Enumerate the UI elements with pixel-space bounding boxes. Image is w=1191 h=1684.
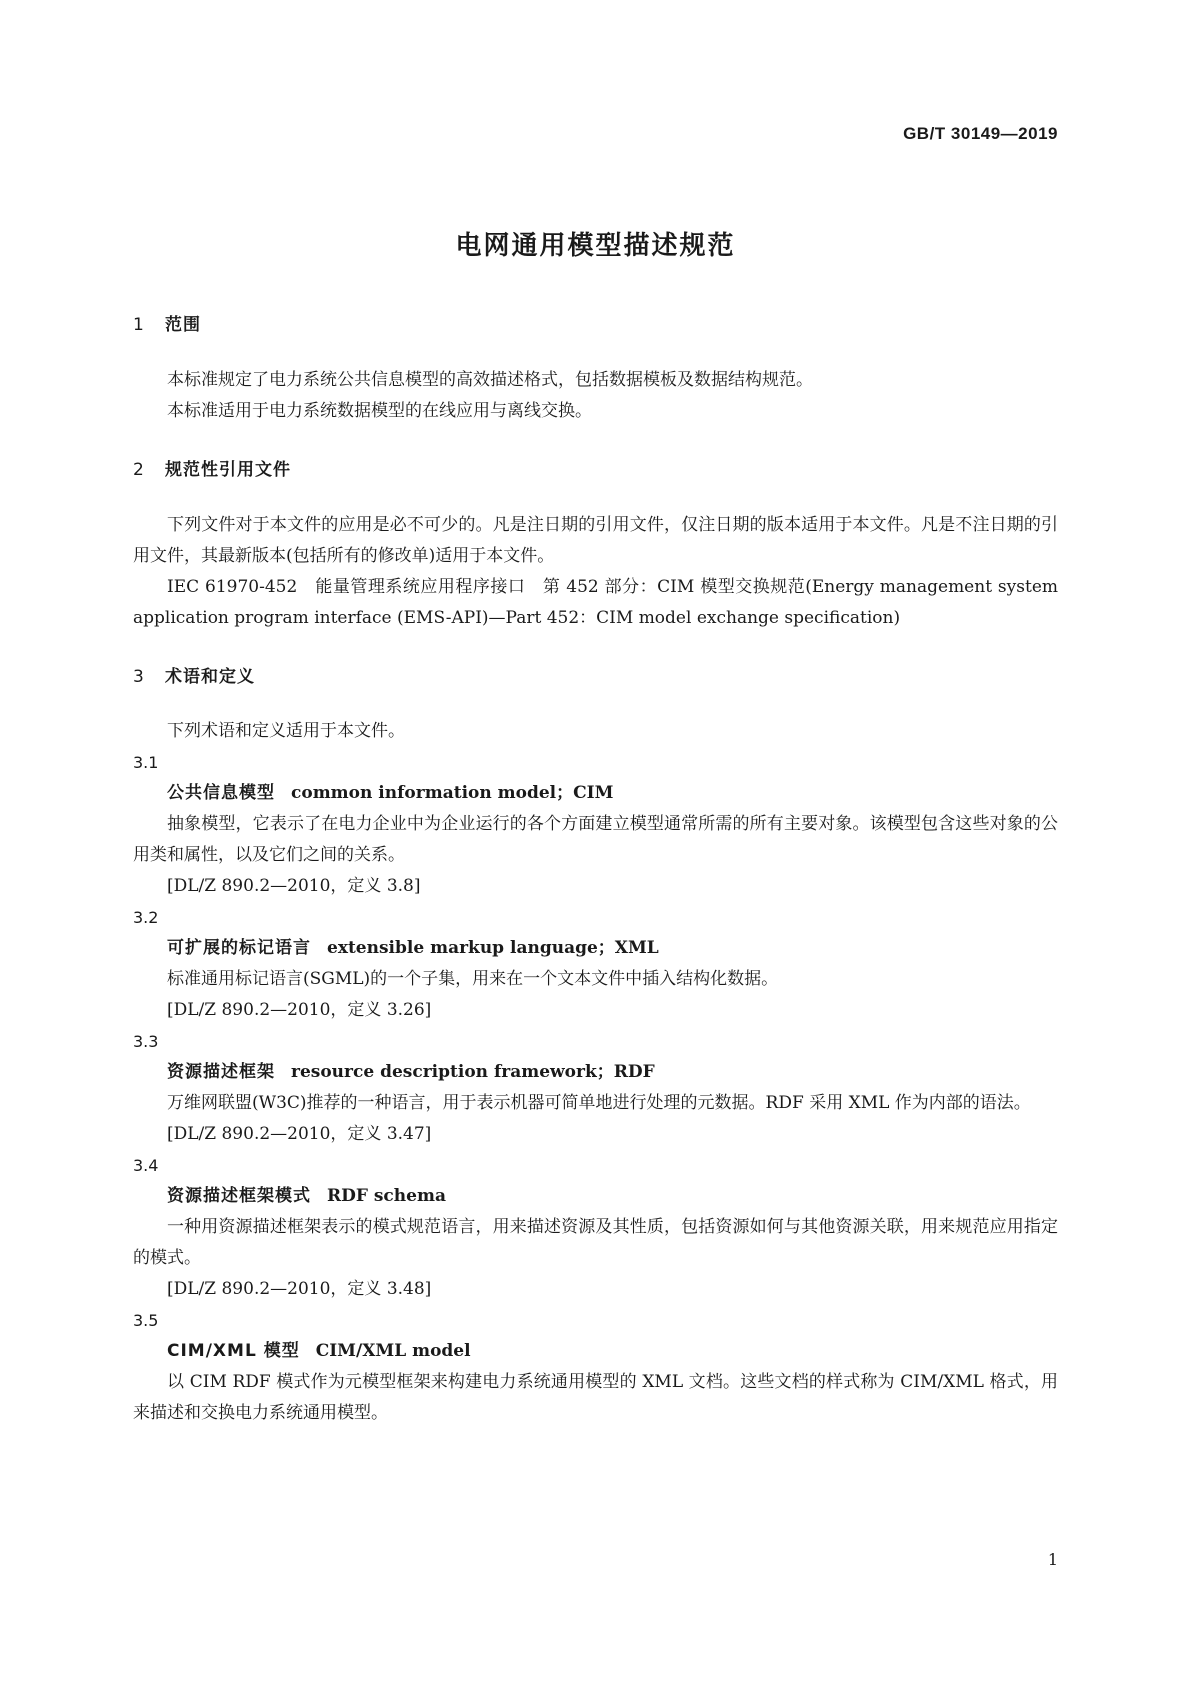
term-definition: 标准通用标记语言(SGML)的一个子集，用来在一个文本文件中插入结构化数据。 xyxy=(167,969,779,989)
term-definition: 万维网联盟(W3C)推荐的一种语言，用于表示机器可简单地进行处理的元数据。RDF 采用 XML 作为内部的语法。 xyxy=(167,1093,1031,1113)
term-name-zh: 可扩展的标记语言 xyxy=(167,938,311,958)
term-name-en: extensible markup language；XML xyxy=(327,938,659,958)
paragraph: 本标准适用于电力系统数据模型的在线应用与离线交换。 xyxy=(167,401,592,421)
term-name xyxy=(133,778,1058,809)
section-3-body xyxy=(133,716,1058,1429)
section-number: 3 xyxy=(133,667,145,687)
standard-code: GB/T 30149—2019 xyxy=(903,124,1058,143)
term-name-zh: 公共信息模型 xyxy=(167,783,275,803)
section-1-heading xyxy=(133,310,201,335)
term-name xyxy=(133,1057,1058,1088)
section-2-body xyxy=(133,510,1058,634)
term-definition: 抽象模型，它表示了在电力企业中为企业运行的各个方面建立模型通常所需的所有主要对象。该模型包含这些对象的公用类和属性，以及它们之间的关系。 xyxy=(133,814,1058,865)
term-name xyxy=(133,933,1058,964)
term-source: [DL/Z 890.2—2010，定义 3.48] xyxy=(167,1279,432,1299)
term-number: 3.4 xyxy=(133,1156,159,1175)
term-name-zh: CIM/XML 模型 xyxy=(167,1341,300,1361)
term-name-en: RDF schema xyxy=(327,1186,446,1206)
section-title: 范围 xyxy=(165,315,201,335)
normative-reference: IEC 61970-452 能量管理系统应用程序接口 第 452 部分：CIM 模型交换规范(Energy management system application program interface (EMS-API)—Part 452：CIM model exchange specification) xyxy=(133,577,1058,628)
section-number: 2 xyxy=(133,460,145,480)
section-1-body xyxy=(133,365,1058,427)
section-title: 术语和定义 xyxy=(165,667,255,687)
section-title: 规范性引用文件 xyxy=(165,460,291,480)
section-2-heading xyxy=(133,455,291,480)
page-number: 1 xyxy=(1047,1550,1058,1569)
term-number: 3.1 xyxy=(133,753,159,772)
term-name-zh: 资源描述框架模式 xyxy=(167,1186,311,1206)
term-name-en: resource description framework；RDF xyxy=(291,1062,655,1082)
term-source: [DL/Z 890.2—2010，定义 3.26] xyxy=(167,1000,432,1020)
section-number: 1 xyxy=(133,315,145,335)
term-source: [DL/Z 890.2—2010，定义 3.8] xyxy=(167,876,421,896)
term-definition: 以 CIM RDF 模式作为元模型框架来构建电力系统通用模型的 XML 文档。这些文档的样式称为 CIM/XML 格式，用来描述和交换电力系统通用模型。 xyxy=(133,1372,1058,1423)
term-number: 3.5 xyxy=(133,1311,159,1330)
term-definition: 一种用资源描述框架表示的模式规范语言，用来描述资源及其性质，包括资源如何与其他资源关联，用来规范应用指定的模式。 xyxy=(133,1217,1058,1268)
term-name-zh: 资源描述框架 xyxy=(167,1062,275,1082)
term-name xyxy=(133,1181,1058,1212)
section-3-heading xyxy=(133,662,255,687)
paragraph: 下列术语和定义适用于本文件。 xyxy=(167,721,405,741)
paragraph: 下列文件对于本文件的应用是必不可少的。凡是注日期的引用文件，仅注日期的版本适用于本文件。凡是不注日期的引用文件，其最新版本(包括所有的修改单)适用于本文件。 xyxy=(133,515,1058,566)
term-name xyxy=(133,1336,1058,1367)
term-name-en: CIM/XML model xyxy=(315,1341,471,1361)
term-number: 3.2 xyxy=(133,908,159,927)
document-title: 电网通用模型描述规范 xyxy=(455,231,736,261)
term-name-en: common information model；CIM xyxy=(291,783,614,803)
term-source: [DL/Z 890.2—2010，定义 3.47] xyxy=(167,1124,432,1144)
paragraph: 本标准规定了电力系统公共信息模型的高效描述格式，包括数据模板及数据结构规范。 xyxy=(167,370,813,390)
term-number: 3.3 xyxy=(133,1032,159,1051)
